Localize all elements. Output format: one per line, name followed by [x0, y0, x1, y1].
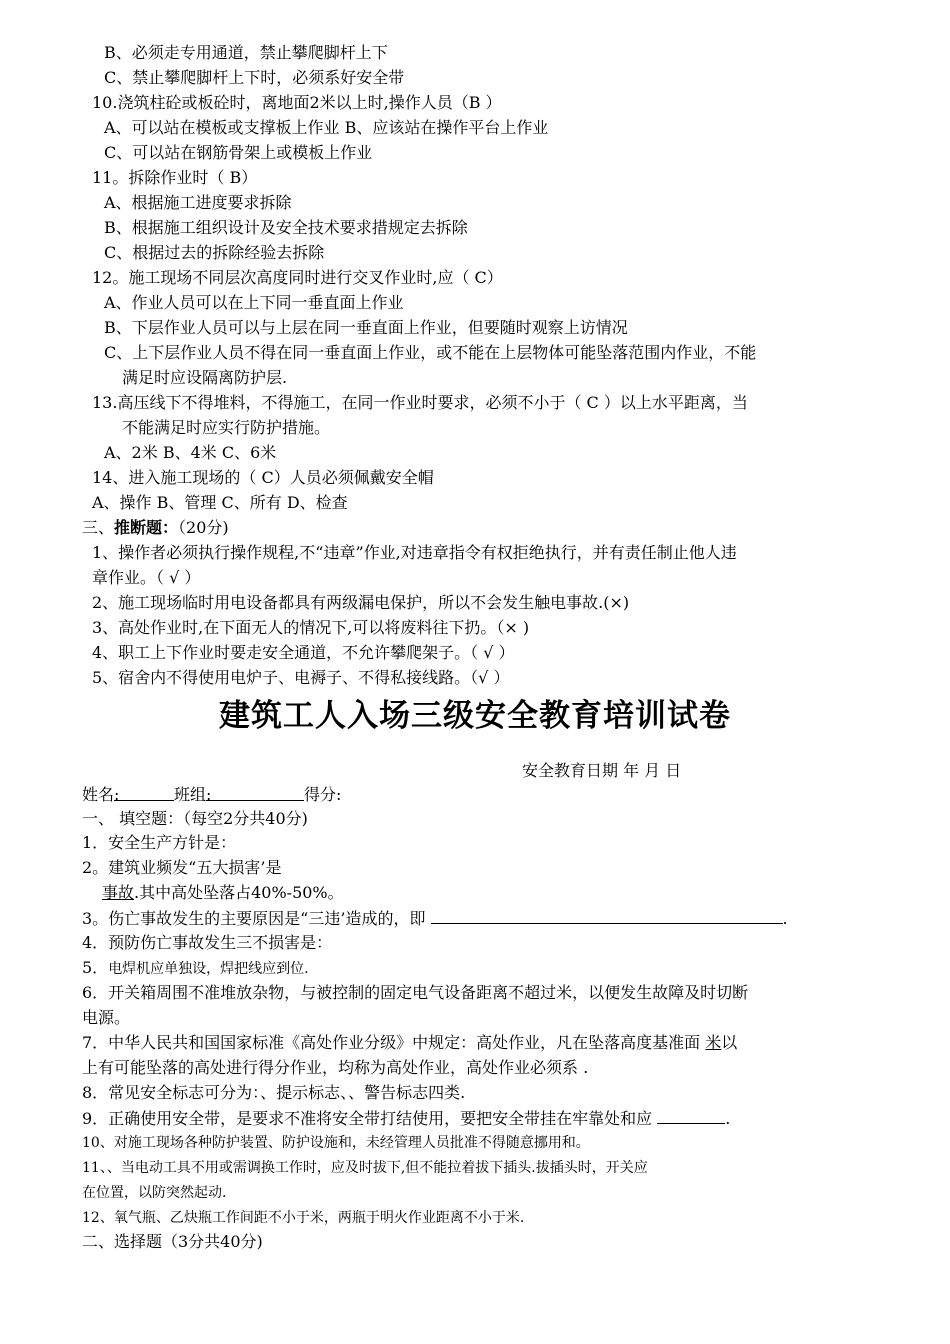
judge-item-1: 1、操作者必须执行操作规程,不“违章”作业,对违章指令有权拒绝执行，并有责任制止他人违: [92, 543, 737, 562]
q13-options: A、2米 B、4米 C、6米: [104, 443, 277, 462]
judge-item-3: 3、高处作业时,在下面无人的情况下,可以将废料往下扔。（× ): [92, 618, 530, 637]
fill-heading: 一、 填空题：（每空2分共40分): [82, 809, 308, 828]
judge-item-4: 4、职工上下作业时要走安全通道，不允许攀爬架子。（ √ ）: [92, 643, 515, 662]
q9-option-c: C、禁止攀爬脚杆上下时，必须系好安全带: [104, 68, 405, 87]
fill-q2-cont: 事故.其中高处坠落占40%-50%。: [102, 883, 344, 902]
q3-answer-blank[interactable]: [431, 907, 783, 924]
name-class-score-line: 姓名: 班组: 得分:: [82, 785, 342, 804]
fill-q1: 1．安全生产方针是：: [82, 833, 237, 852]
judge-item-1-cont: 章作业。（ √ ）: [92, 568, 201, 587]
fill-q11-cont: 在位置，以防突然起动.: [82, 1185, 227, 1201]
q12-option-c: C、上下层作业人员不得在同一垂直面上作业，或不能在上层物体可能坠落范围内作业，不能: [104, 343, 757, 362]
q13-stem: 13.高压线下不得堆料，不得施工，在同一作业时要求，必须不小于（ C ）以上水平距离，当: [92, 393, 748, 412]
q10-stem: 10.浇筑柱砼或板砼时，离地面2米以上时,操作人员（B ）: [92, 93, 502, 112]
fill-q4: 4．预防伤亡事故发生三不损害是：: [82, 933, 333, 952]
q12-option-c-cont: 满足时应设隔离防护层.: [122, 368, 288, 387]
fill-q10: 10、对施工现场各种防护装置、防护设施和，未经管理人员批准不得随意挪用和。: [82, 1135, 590, 1151]
q13-stem-cont: 不能满足时应实行防护措施。: [122, 418, 331, 437]
q11-stem: 11。拆除作业时（ B）: [92, 168, 258, 187]
q12-option-a: A、作业人员可以在上下同一垂直面上作业: [104, 293, 404, 312]
class-blank[interactable]: :: [206, 784, 304, 801]
fill-q7-cont: 上有可能坠落的高处进行得分作业，均称为高处作业，高处作业必须系 .: [82, 1058, 589, 1077]
fill-q2: 2。建筑业频发“五大损害’是: [82, 858, 282, 877]
q14-options: A、操作 B、管理 C、所有 D、检查: [92, 493, 348, 512]
q12-stem: 12。施工现场不同层次高度同时进行交叉作业时,应（ C）: [92, 268, 503, 287]
q11-option-c: C、根据过去的拆除经验去拆除: [104, 243, 325, 262]
fill-q6: 6．开关箱周围不准堆放杂物，与被控制的固定电气设备距离不超过米，以便发生故障及时切断: [82, 983, 749, 1002]
fill-q12: 12、氧气瓶、乙炔瓶工作间距不小于米，两瓶于明火作业距离不小于米.: [82, 1210, 525, 1226]
judge-item-5: 5、宿舍内不得使用电炉子、电褥子、不得私接线路。（√ ）: [92, 668, 510, 687]
fill-q11: 11、、当电动工具不用或需调换工作时，应及时拔下,但不能拉着拔下插头.拔插头时，开关应: [82, 1160, 648, 1176]
q9-option-b: B、必须走专用通道，禁止攀爬脚杆上下: [104, 43, 388, 62]
fill-q8: 8．常见安全标志可分为：、提示标志、、警告标志四类.: [82, 1083, 466, 1102]
judge-item-2: 2、施工现场临时用电设备都具有两级漏电保护，所以不会发生触电事故.(×): [92, 593, 630, 612]
q11-option-a: A、根据施工进度要求拆除: [104, 193, 292, 212]
q10-option-c: C、可以站在钢筋骨架上或模板上作业: [104, 143, 373, 162]
q9-answer-blank[interactable]: [657, 1107, 725, 1124]
q12-option-b: B、下层作业人员可以与上层在同一垂直面上作业，但要随时观察上访情况: [104, 318, 628, 337]
exam-title: 建筑工人入场三级安全教育培训试卷: [219, 698, 731, 734]
education-date-line: 安全教育日期 年 月 日: [522, 761, 682, 780]
fill-q6-cont: 电源。: [82, 1008, 131, 1027]
q11-option-b: B、根据施工组织设计及安全技术要求措规定去拆除: [104, 218, 468, 237]
section3-heading: 三、推断题：（20分): [82, 518, 229, 537]
q10-options-ab: A、可以站在模板或支撑板上作业 B、应该站在操作平台上作业: [104, 118, 549, 137]
name-blank[interactable]: :: [114, 784, 174, 801]
fill-q3: 3。伤亡事故发生的主要原因是“三违’造成的，即 .: [82, 909, 788, 928]
fill-q7: 7．中华人民共和国国家标准《高处作业分级》中规定：高处作业，凡在坠落高度基准面 米以: [82, 1033, 738, 1052]
fill-q9: 9．正确使用安全带，是要求不准将安全带打结使用，要把安全带挂在牢靠处和应 .: [82, 1109, 731, 1128]
choice-heading: 二、选择题（3分共40分): [82, 1232, 263, 1251]
fill-q5: 5．电焊机应单独设，焊把线应到位.: [82, 958, 309, 977]
q14-stem: 14、进入施工现场的（ C）人员必须佩戴安全帽: [92, 468, 434, 487]
